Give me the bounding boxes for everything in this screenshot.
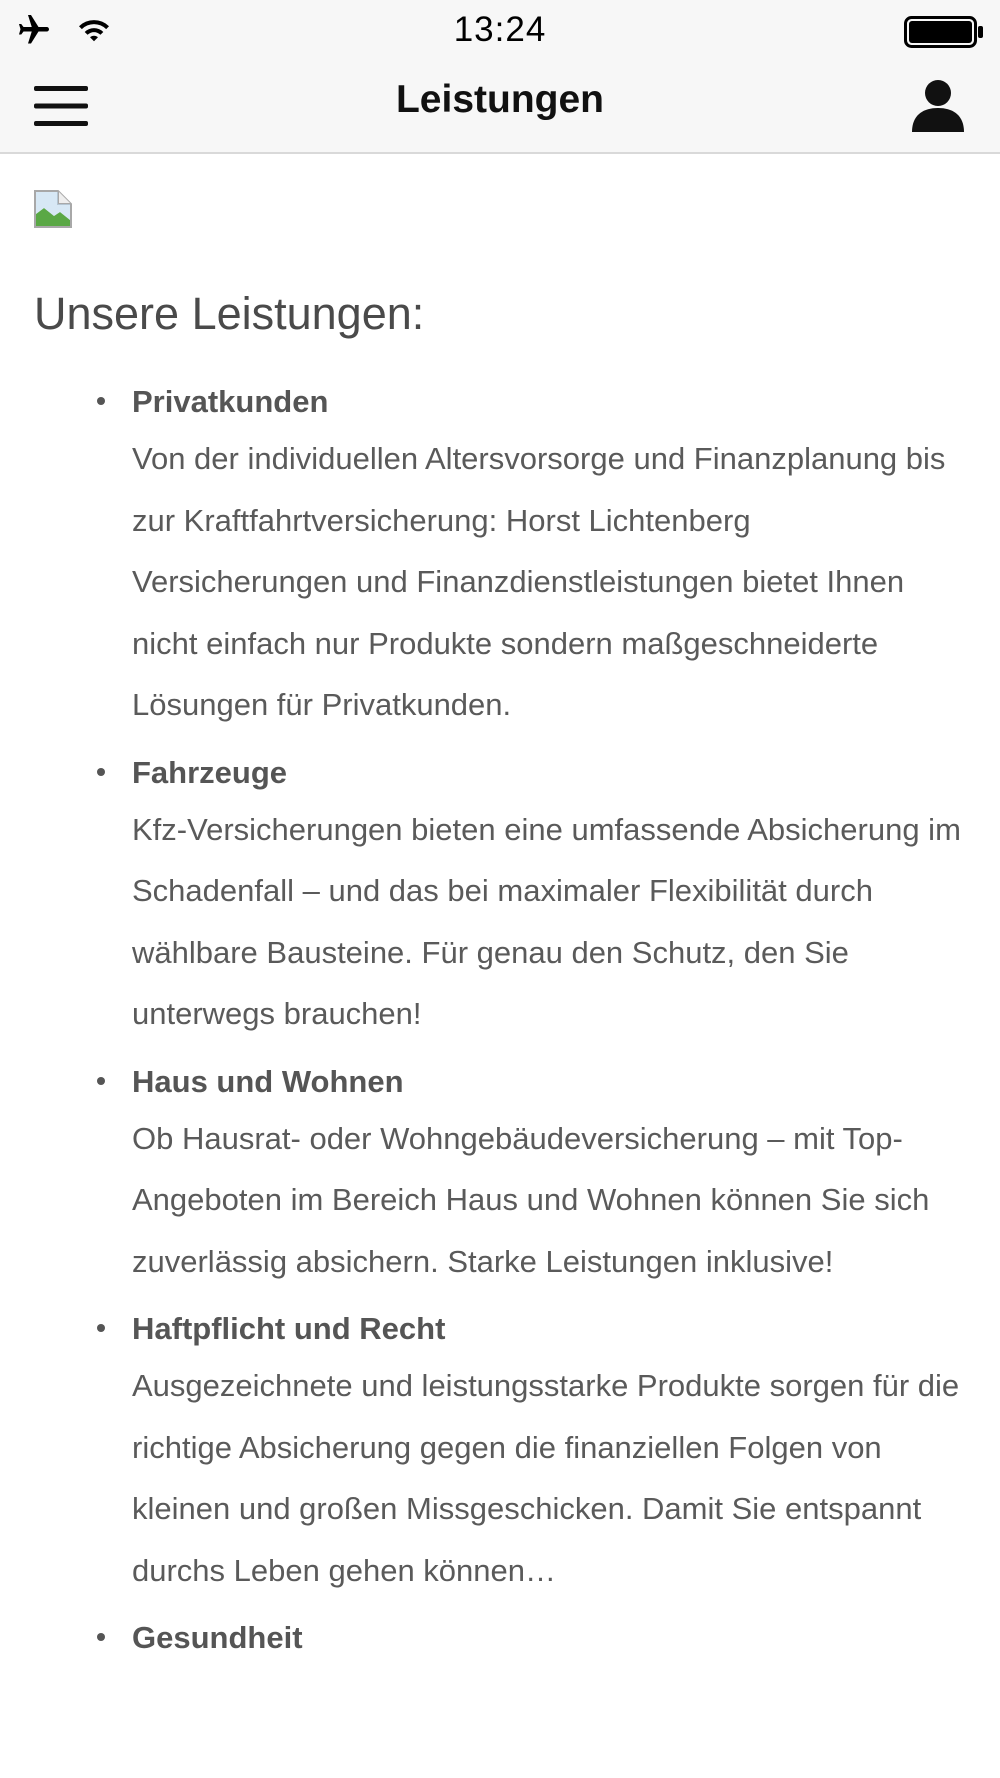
user-icon xyxy=(910,78,966,139)
broken-image-icon xyxy=(34,190,72,228)
status-bar xyxy=(0,0,1000,64)
profile-button[interactable] xyxy=(904,72,972,144)
service-item-fahrzeuge xyxy=(0,745,1000,1045)
service-title: Gesundheit xyxy=(132,1620,303,1655)
page-title: Leistungen xyxy=(395,78,604,121)
service-title: Fahrzeuge xyxy=(132,754,288,790)
service-title: Haftpflicht und Recht xyxy=(132,1311,446,1346)
service-item-privatkunden xyxy=(0,374,1000,736)
battery-icon xyxy=(904,16,984,53)
list-bullet xyxy=(97,768,105,776)
list-bullet xyxy=(97,1324,105,1332)
list-bullet xyxy=(97,1633,105,1641)
service-description: Von der individuellen Altersvorsorge und Finanzplanung bis zur Kraftfahrtversicherung: Horst Lichtenberg Versicherungen und Finanzdienstleistungen bietet Ihnen nicht einfach nur Produkte sondern maßgeschneiderte Lösungen für Privatkunden. xyxy=(132,441,946,722)
service-item-haus-und-wohnen xyxy=(0,1054,1000,1293)
service-item-gesundheit xyxy=(0,1610,1000,1666)
services-list xyxy=(0,374,1000,1675)
service-description: Kfz-Versicherungen bieten eine umfassende Absicherung im Schadenfall – und das bei maximaler Flexibilität durch wählbare Bausteine. Für genau den Schutz, den Sie unterwegs brauchen! xyxy=(132,811,961,1031)
service-title: Haus und Wohnen xyxy=(132,1063,404,1099)
service-title: Privatkunden xyxy=(132,384,329,419)
service-description: Ob Hausrat- oder Wohngebäudeversicherung – mit Top-Angeboten im Bereich Haus und Wohnen können Sie sich zuverlässig absichern. Starke Leistungen inklusive! xyxy=(132,1120,930,1279)
navigation-bar xyxy=(0,64,1000,154)
list-bullet xyxy=(97,397,105,405)
list-bullet xyxy=(97,1077,105,1085)
service-description: Ausgezeichnete und leistungsstarke Produkte sorgen für die richtige Absicherung gegen die finanziellen Folgen von kleinen und großen Missgeschicken. Damit Sie entspannt durchs Leben gehen können… xyxy=(132,1368,960,1588)
status-time: 13:24 xyxy=(453,10,547,49)
service-item-haftpflicht-und-recht xyxy=(0,1301,1000,1601)
section-heading: Unsere Leistungen: xyxy=(34,288,425,339)
